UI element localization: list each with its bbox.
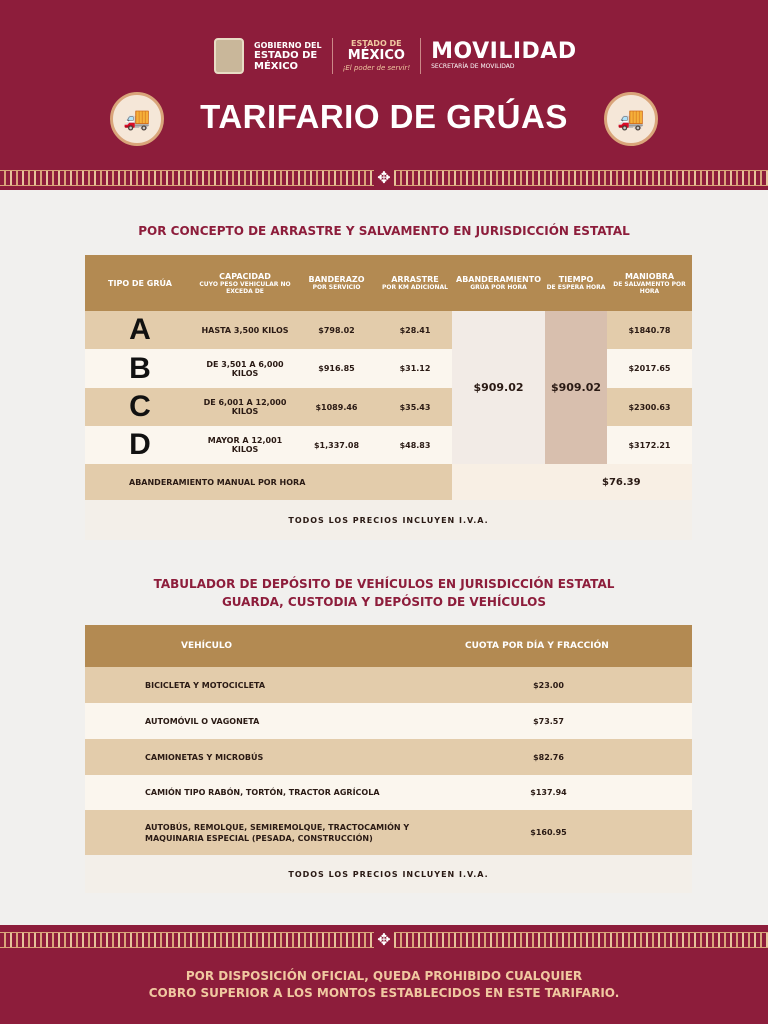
banderazo: $916.85 bbox=[295, 349, 378, 388]
manual-value: $76.39 bbox=[452, 464, 692, 500]
table-row bbox=[85, 810, 692, 855]
col-header bbox=[85, 255, 195, 311]
tow-type: A bbox=[85, 311, 195, 349]
col-header-main: CAPACIDAD bbox=[219, 271, 271, 281]
divider bbox=[332, 38, 333, 74]
col-header-sub: DE ESPERA HORA bbox=[546, 284, 606, 291]
banderazo: $1,337.08 bbox=[295, 426, 378, 464]
col-header: VEHÍCULO bbox=[181, 641, 232, 651]
estado-logo bbox=[343, 39, 411, 73]
fee: $160.95 bbox=[530, 828, 567, 837]
banderazo: $798.02 bbox=[295, 311, 378, 349]
col-header: CUOTA POR DÍA Y FRACCIÓN bbox=[465, 641, 609, 651]
fee: $82.76 bbox=[533, 752, 564, 762]
gob-line: GOBIERNO DEL bbox=[254, 40, 322, 50]
gobierno-logo-text bbox=[254, 41, 322, 72]
table-row bbox=[85, 703, 692, 739]
maniobra: $1840.78 bbox=[607, 311, 692, 349]
col-header-main: ARRASTRE bbox=[391, 275, 439, 284]
tow-truck-icon: 🚚 bbox=[604, 92, 658, 146]
capacity: MAYOR A 12,001 KILOS bbox=[195, 426, 295, 464]
col-header-sub: DE SALVAMENTO POR HORA bbox=[613, 280, 686, 295]
maniobra: $2300.63 bbox=[607, 388, 692, 426]
col-header bbox=[295, 255, 378, 311]
capacity: HASTA 3,500 KILOS bbox=[195, 311, 295, 349]
iva-note: TODOS LOS PRECIOS INCLUYEN I.V.A. bbox=[85, 855, 692, 893]
edo-line: ESTADO DE bbox=[351, 39, 402, 48]
col-header-sub: POR SERVICIO bbox=[312, 284, 361, 291]
footer-notice bbox=[0, 968, 768, 1002]
deposit-table bbox=[85, 625, 692, 893]
section2-subtitle: GUARDA, CUSTODIA Y DEPÓSITO DE VEHÍCULOS bbox=[221, 595, 547, 609]
divider bbox=[420, 38, 421, 74]
notice-line: COBRO SUPERIOR A LOS MONTOS ESTABLECIDOS EN ESTE TARIFARIO. bbox=[148, 986, 620, 1000]
gob-line: MÉXICO bbox=[254, 60, 299, 72]
tow-type: C bbox=[85, 388, 195, 426]
col-header-main: ABANDERAMIENTO bbox=[456, 275, 541, 284]
logos bbox=[214, 38, 577, 74]
tow-truck-icon: 🚚 bbox=[110, 92, 164, 146]
vehicle: CAMIONETAS Y MICROBÚS bbox=[145, 752, 264, 762]
arrastre: $35.43 bbox=[378, 388, 452, 426]
section2-title: TABULADOR DE DEPÓSITO DE VEHÍCULOS EN JURISDICCIÓN ESTATAL bbox=[153, 577, 615, 591]
table-row bbox=[85, 739, 692, 775]
notice-line: POR DISPOSICIÓN OFICIAL, QUEDA PROHIBIDO CUALQUIER bbox=[185, 969, 583, 983]
col-header-main: TIPO DE GRÚA bbox=[108, 278, 172, 288]
gob-line: ESTADO DE bbox=[254, 49, 318, 61]
maniobra: $3172.21 bbox=[607, 426, 692, 464]
section1-title: POR CONCEPTO DE ARRASTRE Y SALVAMENTO EN JURISDICCIÓN ESTATAL bbox=[138, 224, 630, 238]
secretaria-text: SECRETARÍA DE MOVILIDAD bbox=[431, 63, 515, 70]
col-header bbox=[545, 255, 607, 311]
vehicle: AUTOMÓVIL O VAGONETA bbox=[145, 716, 260, 726]
edo-line: MÉXICO bbox=[347, 48, 405, 63]
fee: $73.57 bbox=[533, 716, 564, 726]
arrastre: $48.83 bbox=[378, 426, 452, 464]
col-header-main: TIEMPO bbox=[558, 275, 594, 284]
table-header bbox=[85, 625, 692, 667]
tow-type: B bbox=[85, 349, 195, 388]
tow-type: D bbox=[85, 426, 195, 464]
col-header-main: BANDERAZO bbox=[308, 275, 365, 284]
capacity: DE 3,501 A 6,000 KILOS bbox=[195, 349, 295, 388]
col-header-sub: CUYO PESO VEHICULAR NO EXCEDA DE bbox=[199, 280, 291, 295]
col-header bbox=[607, 255, 692, 311]
page-title: TARIFARIO DE GRÚAS bbox=[200, 98, 568, 135]
vehicle: CAMIÓN TIPO RABÓN, TORTÓN, TRACTOR AGRÍCOLA bbox=[145, 788, 380, 797]
capacity: DE 6,001 A 12,000 KILOS bbox=[195, 388, 295, 426]
ornament-icon: ✥ bbox=[374, 930, 394, 950]
movilidad-text: MOVILIDAD bbox=[431, 39, 577, 64]
iva-note: TODOS LOS PRECIOS INCLUYEN I.V.A. bbox=[85, 500, 692, 540]
tow-rates-table bbox=[85, 255, 692, 540]
tiempo-espera-value: $909.02 bbox=[545, 311, 607, 464]
col-header-sub: POR KM ADICIONAL bbox=[382, 284, 448, 291]
col-header-main: MANIOBRA bbox=[624, 271, 675, 281]
vehicle: AUTOBÚS, REMOLQUE, SEMIREMOLQUE, TRACTOCAMIÓN Y MAQUINARIA ESPECIAL (PESADA, CONSTRUCCIÓN) bbox=[145, 822, 410, 843]
arrastre: $31.12 bbox=[378, 349, 452, 388]
maniobra: $2017.65 bbox=[607, 349, 692, 388]
table-row bbox=[85, 775, 692, 810]
movilidad-logo bbox=[431, 41, 576, 71]
ornament-icon: ✥ bbox=[374, 168, 394, 188]
vehicle: BICICLETA Y MOTOCICLETA bbox=[145, 680, 266, 690]
arrastre: $28.41 bbox=[378, 311, 452, 349]
manual-label: ABANDERAMIENTO MANUAL POR HORA bbox=[85, 464, 452, 500]
edo-slogan: ¡El poder de servir! bbox=[342, 64, 411, 72]
banderazo: $1089.46 bbox=[295, 388, 378, 426]
col-header-sub: GRÚA POR HORA bbox=[470, 284, 527, 291]
fee: $23.00 bbox=[533, 680, 564, 690]
abanderamiento-value: $909.02 bbox=[452, 311, 545, 464]
table-row bbox=[85, 667, 692, 703]
col-header bbox=[195, 255, 295, 311]
state-seal-icon bbox=[214, 38, 244, 74]
col-header bbox=[452, 255, 545, 311]
header-banner bbox=[0, 0, 768, 190]
fee: $137.94 bbox=[530, 788, 567, 797]
col-header bbox=[378, 255, 452, 311]
